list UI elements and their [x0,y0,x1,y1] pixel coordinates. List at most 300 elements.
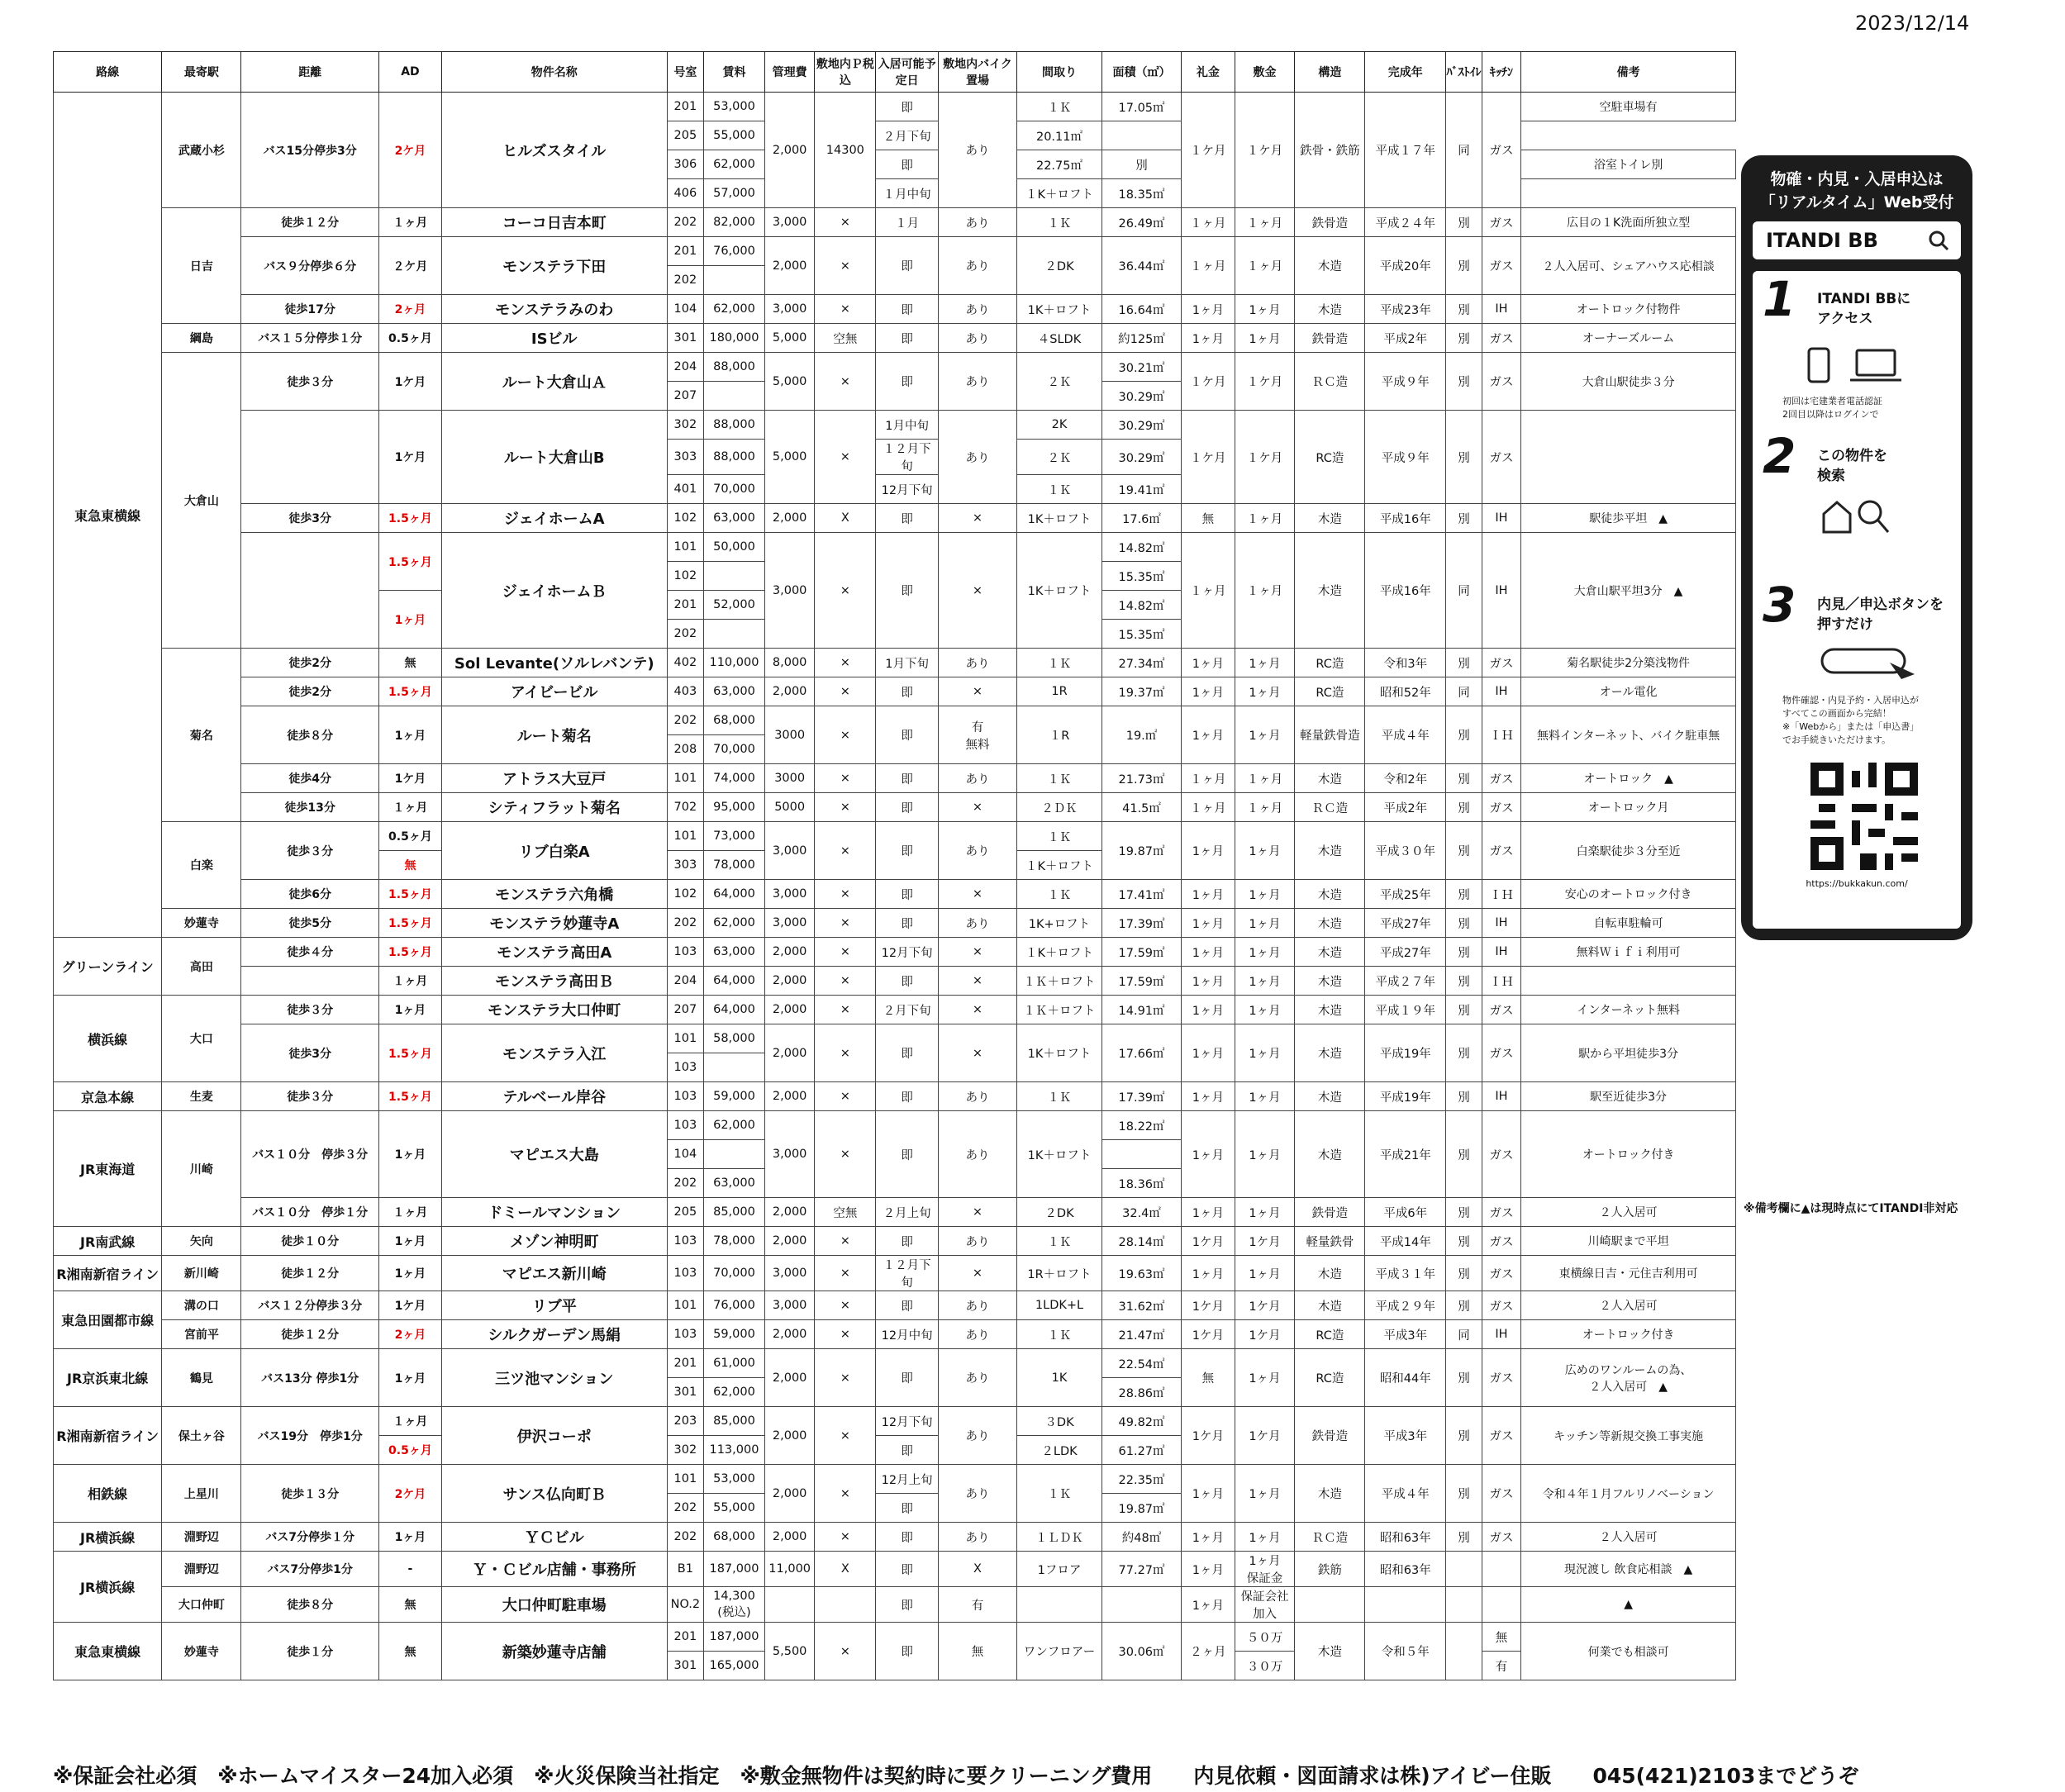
cell-station: 菊名 [162,649,241,822]
cell-layout: ２DK [1016,1198,1101,1227]
cell-bath: 同 [1446,1320,1482,1349]
cell-parking: × [815,1407,876,1465]
cell-kitchen: ガス [1482,1024,1520,1082]
cell-key-money: １ヶ月 [1182,208,1235,237]
cell-note [1521,411,1736,504]
cell-property-name: モンステラ下田 [441,237,667,295]
cell-property-name: ＹＣビル [441,1523,667,1552]
cell-deposit: ３０万 [1235,1652,1295,1680]
cell-key-money: 1ヶ月 [1182,324,1235,353]
cell-area: 19.87㎡ [1102,822,1182,880]
house-search-icon [1819,496,1901,537]
cell-kitchen [1482,1552,1520,1587]
cell-built: 平成3年 [1365,1320,1446,1349]
cell-structure: ＲＣ造 [1295,1523,1365,1552]
cell-distance [241,411,379,504]
cell-rent: 187,000 [704,1552,765,1587]
cell-key-money: 1ヶ月 [1182,1198,1235,1227]
cell-structure [1295,1587,1365,1623]
cell-area: 22.35㎡ [1102,1465,1182,1494]
cell-structure: 鉄骨造 [1295,1407,1365,1465]
cell-kitchen: ガス [1482,1111,1520,1198]
cell-area: 49.82㎡ [1102,1407,1182,1436]
device-icon [1802,345,1918,387]
cell-line: グリーンライン [54,938,162,996]
cell-key-money: 1ヶ月 [1182,880,1235,909]
cell-structure: 木造 [1295,1111,1365,1198]
cell-rent: 55,000 [704,1494,765,1523]
cell-kitchen: ガス [1482,1198,1520,1227]
cell-layout: 1K＋ロフト [1016,295,1101,324]
cell-deposit: 1ケ月 [1235,1407,1295,1465]
cell-available: 即 [876,1082,939,1111]
cell-ad: １ヶ月 [379,793,442,822]
cell-rent: 63,000 [704,938,765,967]
cell-area: 16.64㎡ [1102,295,1182,324]
cell-distance [241,533,379,649]
cell-parking: × [815,677,876,706]
cell-layout: ４SLDK [1016,324,1101,353]
cell-key-money: 1ケ月 [1182,1227,1235,1256]
cell-note: 駅至近徒歩3分 [1521,1082,1736,1111]
cell-layout: １Ｋ [1016,1465,1101,1523]
cell-property-name: ルート大倉山Ａ [441,353,667,411]
cell-bath: 別 [1446,353,1482,411]
cell-available: 即 [876,880,939,909]
cell-fee [764,1587,815,1623]
cell-distance: 徒歩3分 [241,1024,379,1082]
column-header: ｷｯﾁﾝ [1482,52,1520,93]
list-date: 2023/12/14 [1855,12,1970,35]
cell-property-name: コーコ日吉本町 [441,208,667,237]
cell-rent: 76,000 [704,237,765,266]
cell-ad: １ヶ月 [379,1198,442,1227]
cell-built: 平成6年 [1365,1198,1446,1227]
cell-bath: 別 [1446,649,1482,677]
column-header: AD [379,52,442,93]
cell-available: 即 [876,1494,939,1523]
cell-line: 相鉄線 [54,1465,162,1523]
cell-ad: 1.5ヶ月 [379,533,442,591]
cell-parking: × [815,1256,876,1291]
cell-ad: 1ヶ月 [379,1227,442,1256]
cell-structure: 鉄骨造 [1295,324,1365,353]
cell-fee: 5,000 [764,411,815,504]
cell-deposit: １ヶ月 [1235,504,1295,533]
cell-deposit: 1ヶ月 [1235,822,1295,880]
cell-available: 即 [876,150,939,179]
cell-property-name: ルート菊名 [441,706,667,764]
cell-ad: 1.5ヶ月 [379,1024,442,1082]
itandi-search-bar[interactable] [1753,221,1961,259]
cell-area: 22.54㎡ [1102,1349,1182,1378]
cell-deposit: １ケ月 [1235,93,1295,208]
cell-parking: × [815,1111,876,1198]
cell-note: 東横線日吉・元住吉利用可 [1521,1256,1736,1291]
cell-structure: RC造 [1295,1320,1365,1349]
cell-property-name: マピエス新川崎 [441,1256,667,1291]
cell-bath: 別 [1446,504,1482,533]
cell-layout: 1K [1016,1349,1101,1407]
cell-deposit: 1ヶ月 [1235,1024,1295,1082]
cell-rent: 110,000 [704,649,765,677]
cell-layout: 1R＋ロフト [1016,1256,1101,1291]
cell-fee: 2,000 [764,93,815,208]
cell-room: 208 [667,735,703,764]
cell-room: 303 [667,440,703,475]
cell-room: 406 [667,179,703,208]
cell-rent: 14,300 (税込) [704,1587,765,1623]
cell-note: 令和４年１月フルリノベーション [1521,1465,1736,1523]
cell-fee: 8,000 [764,649,815,677]
cell-parking: × [815,1623,876,1680]
cell-note: 駅から平坦徒歩3分 [1521,1024,1736,1082]
cell-built: 平成14年 [1365,1227,1446,1256]
cell-layout: １Ｋ [1016,93,1101,121]
cell-area: 21.73㎡ [1102,764,1182,793]
cell-available: ２月上旬 [876,1198,939,1227]
cell-key-money: ２ヶ月 [1182,1623,1235,1680]
cell-parking: × [815,1291,876,1320]
cell-bath: 別 [1446,1291,1482,1320]
cell-rent: 78,000 [704,1227,765,1256]
cell-area: 17.59㎡ [1102,938,1182,967]
cell-layout [1016,1587,1101,1623]
cell-bike: × [939,1256,1017,1291]
cell-distance: バス19分 停歩1分 [241,1407,379,1465]
cell-deposit: 1ヶ月 [1235,706,1295,764]
cell-ad: 0.5ヶ月 [379,1436,442,1465]
cell-ad: 1.5ヶ月 [379,677,442,706]
cell-area: 19.㎡ [1102,706,1182,764]
cell-deposit: 1ヶ月 [1235,909,1295,938]
cell-built: 平成３０年 [1365,822,1446,880]
table-row [54,1407,1736,1436]
cell-structure: 軽量鉄骨造 [1295,706,1365,764]
cell-deposit: ５０万 [1235,1623,1295,1652]
cell-key-money: １ヶ月 [1182,533,1235,649]
cell-deposit: 1ケ月 [1235,1291,1295,1320]
cell-fee: 2,000 [764,1227,815,1256]
cell-area: 21.47㎡ [1102,1320,1182,1349]
cell-bike: × [939,967,1017,996]
cell-layout: ２DK [1016,237,1101,295]
cell-fee: 2,000 [764,504,815,533]
cell-bike: X [939,1552,1017,1587]
cell-bike: あり [939,1349,1017,1407]
cell-layout: １Ｋ [1016,880,1101,909]
cell-available: 即 [876,822,939,880]
cell-ad: 2ヶ月 [379,1320,442,1349]
cell-structure: 木造 [1295,764,1365,793]
cell-bike: あり [939,649,1017,677]
cell-structure: 鉄骨造 [1295,208,1365,237]
cell-room: 403 [667,677,703,706]
cell-built: 昭和52年 [1365,677,1446,706]
cell-property-name: モンステラ大口仲町 [441,996,667,1024]
cell-room: 207 [667,996,703,1024]
cell-room: 202 [667,706,703,735]
cell-ad: 2ケ月 [379,93,442,208]
cell-rent: 165,000 [704,1652,765,1680]
column-header: 最寄駅 [162,52,241,93]
cell-bath: 別 [1446,1465,1482,1523]
cell-built: 令和５年 [1365,1623,1446,1680]
cell-bike: あり [939,1320,1017,1349]
cell-layout: １Ｋ [1016,475,1101,504]
cell-key-money: 1ヶ月 [1182,996,1235,1024]
column-header: 賃料 [704,52,765,93]
cell-kitchen: IH [1482,677,1520,706]
cell-bath: 別 [1446,880,1482,909]
cell-rent: 64,000 [704,996,765,1024]
cell-deposit: 1ヶ月 [1235,1523,1295,1552]
cell-kitchen: ＩＨ [1482,706,1520,764]
cell-room: 201 [667,1623,703,1652]
cell-area [1102,1587,1182,1623]
cell-area: 41.5㎡ [1102,793,1182,822]
cell-property-name: マピエス大島 [441,1111,667,1198]
itandi-head-2: 「リアルタイム」Web受付 [1759,193,1954,212]
cell-ad: 1.5ヶ月 [379,1082,442,1111]
column-header: 物件名称 [441,52,667,93]
cell-kitchen: ガス [1482,649,1520,677]
cell-property-name: モンステラ高田A [441,938,667,967]
cell-ad: 1.5ヶ月 [379,880,442,909]
cell-property-name: シルクガーデン馬絹 [441,1320,667,1349]
cell-bath [1446,1552,1482,1587]
cell-kitchen: IH [1482,1320,1520,1349]
cell-bath: 別 [1446,1198,1482,1227]
cell-layout: 1K＋ロフト [1016,1024,1101,1082]
cell-fee: 3,000 [764,1291,815,1320]
cell-bike: あり [939,1082,1017,1111]
cell-built: 平成２７年 [1365,967,1446,996]
cell-area: 30.29㎡ [1102,411,1182,440]
cell-layout: 1K＋ロフト [1016,504,1101,533]
step-number-3: 3 [1763,577,1796,633]
cell-key-money: 1ヶ月 [1182,1587,1235,1623]
cell-rent: 63,000 [704,677,765,706]
cell-kitchen: IH [1482,295,1520,324]
cell-bike: あり [939,1227,1017,1256]
cell-fee: 2,000 [764,1024,815,1082]
cell-structure: 木造 [1295,1465,1365,1523]
search-icon [1928,230,1949,251]
cell-area: 26.49㎡ [1102,208,1182,237]
cell-area: 14.82㎡ [1102,533,1182,562]
cell-ad: 1ケ月 [379,353,442,411]
cell-bike: × [939,880,1017,909]
cell-room: 102 [667,562,703,591]
column-header: 敷地内バイク置場 [939,52,1017,93]
cell-station: 高田 [162,938,241,996]
cell-structure: 木造 [1295,938,1365,967]
cell-bath: 同 [1446,533,1482,649]
cell-rent: 70,000 [704,1256,765,1291]
cell-area: 20.11㎡ [1016,121,1101,150]
cell-built: 平成２９年 [1365,1291,1446,1320]
table-row [54,938,1736,967]
cell-available: 即 [876,504,939,533]
cell-bike: あり [939,295,1017,324]
cell-room: 302 [667,411,703,440]
cell-parking [815,1587,876,1623]
cell-station: 日吉 [162,208,241,324]
cell-room: 102 [667,504,703,533]
cell-fee: 5000 [764,793,815,822]
cell-parking: X [815,504,876,533]
cell-room: 202 [667,909,703,938]
cell-layout: 1LDK+L [1016,1291,1101,1320]
itandi-steps [1753,271,1961,929]
cell-structure: 軽量鉄骨 [1295,1227,1365,1256]
cell-rent: 88,000 [704,411,765,440]
cell-ad: 1ヶ月 [379,706,442,764]
cell-parking: × [815,295,876,324]
cell-kitchen: ガス [1482,237,1520,295]
cell-kitchen: ガス [1482,764,1520,793]
cell-built: 平成16年 [1365,533,1446,649]
column-header: 距離 [241,52,379,93]
cell-deposit: １ケ月 [1235,353,1295,411]
cell-ad: 無 [379,649,442,677]
cell-property-name: モンステラ入江 [441,1024,667,1082]
cell-property-name: 伊沢コーポ [441,1407,667,1465]
cell-rent: 78,000 [704,851,765,880]
cell-ad: ２ケ月 [379,237,442,295]
cell-station: 淵野辺 [162,1523,241,1552]
cell-note: ２人入居可 [1521,1523,1736,1552]
cell-bike: 有 [939,1587,1017,1623]
side-note: ※備考欄に▲は現時点にてITANDI非対応 [1744,1202,1958,1215]
cell-room: 202 [667,208,703,237]
cell-deposit: 1ヶ月 [1235,880,1295,909]
cell-key-money: 1ヶ月 [1182,295,1235,324]
cell-key-money: 無 [1182,1349,1235,1407]
table-row [54,1291,1736,1320]
cell-distance: 徒歩2分 [241,649,379,677]
cell-bath: 別 [1446,938,1482,967]
cell-structure: 木造 [1295,1291,1365,1320]
cell-rent: 61,000 [704,1349,765,1378]
cell-deposit: 1ヶ月 [1235,938,1295,967]
cell-key-money: 1ケ月 [1182,1407,1235,1465]
column-header: 号室 [667,52,703,93]
cell-room: 103 [667,1053,703,1082]
cell-key-money: 1ヶ月 [1182,822,1235,880]
cell-distance: バス13分 停歩1分 [241,1349,379,1407]
cell-deposit: 1ケ月 [1235,1227,1295,1256]
cell-fee: 2,000 [764,1082,815,1111]
cell-property-name: 三ツ池マンション [441,1349,667,1407]
cell-distance: 徒歩3分 [241,504,379,533]
cell-distance: 徒歩３分 [241,822,379,880]
cell-available: １２月下旬 [876,1256,939,1291]
cell-deposit: 1ヶ月 [1235,1465,1295,1523]
cell-parking: × [815,1082,876,1111]
column-header: 敷地内Ｐ税込 [815,52,876,93]
cell-kitchen: ガス [1482,822,1520,880]
cell-bath: 別 [1446,295,1482,324]
cell-room: 202 [667,1169,703,1198]
cell-built [1365,1587,1446,1623]
cell-built: 令和2年 [1365,764,1446,793]
cell-key-money: 1ヶ月 [1182,1465,1235,1523]
cell-room: 201 [667,1349,703,1378]
cell-note: 自転車駐輪可 [1521,909,1736,938]
cell-note: ２人入居可 [1521,1291,1736,1320]
table-row [54,237,1736,266]
cell-area: 30.21㎡ [1102,353,1182,382]
cell-parking: × [815,1320,876,1349]
column-header: 礼金 [1182,52,1235,93]
cell-distance: バス９分停歩６分 [241,237,379,295]
table-row [54,1082,1736,1111]
column-header: 管理費 [764,52,815,93]
cell-built: 平成９年 [1365,411,1446,504]
table-row [54,793,1736,822]
cell-bath: 別 [1446,706,1482,764]
cell-available: 即 [876,1552,939,1587]
cell-available: 即 [876,1436,939,1465]
cell-layout: ２Ｋ [1016,353,1101,411]
cell-room: 103 [667,1256,703,1291]
cell-deposit: １ヶ月 [1235,208,1295,237]
cell-area: 32.4㎡ [1102,1198,1182,1227]
cell-room: 104 [667,1140,703,1169]
cell-note: キッチン等新規交換工事実施 [1521,1407,1736,1465]
cell-line: JR南武線 [54,1227,162,1256]
cell-parking: × [815,533,876,649]
cell-room: 101 [667,533,703,562]
cell-room: 101 [667,1024,703,1053]
cell-layout: 1K＋ロフト [1016,533,1101,649]
cell-bath: 別 [1446,1227,1482,1256]
cell-area: 14.91㎡ [1102,996,1182,1024]
cell-room: 201 [667,93,703,121]
cell-property-name: ヒルズスタイル [441,93,667,208]
cell-fee: 3000 [764,706,815,764]
cell-built: 平成１９年 [1365,996,1446,1024]
cell-ad: - [379,1552,442,1587]
cell-rent: 187,000 [704,1623,765,1652]
cell-distance: 徒歩１３分 [241,1465,379,1523]
cell-rent: 62,000 [704,909,765,938]
cell-rent: 73,000 [704,822,765,851]
cell-station: 保土ヶ谷 [162,1407,241,1465]
cell-note: オートロック付物件 [1521,295,1736,324]
cell-kitchen [1482,1587,1520,1623]
cell-bath: 別 [1446,909,1482,938]
cell-station: 新川崎 [162,1256,241,1291]
cell-structure: 木造 [1295,822,1365,880]
table-row [54,208,1736,237]
table-row [54,533,1736,562]
cell-available: 即 [876,295,939,324]
cell-station: 宮前平 [162,1320,241,1349]
cell-distance: 徒歩１２分 [241,1320,379,1349]
table-row [54,880,1736,909]
cell-built: 平成１７年 [1365,93,1446,208]
cell-room: 102 [667,880,703,909]
cell-bike: あり [939,1465,1017,1523]
cell-available: 即 [876,706,939,764]
cell-station: 溝の口 [162,1291,241,1320]
cell-structure: RC造 [1295,649,1365,677]
cell-distance: 徒歩13分 [241,793,379,822]
cell-rent: 74,000 [704,764,765,793]
